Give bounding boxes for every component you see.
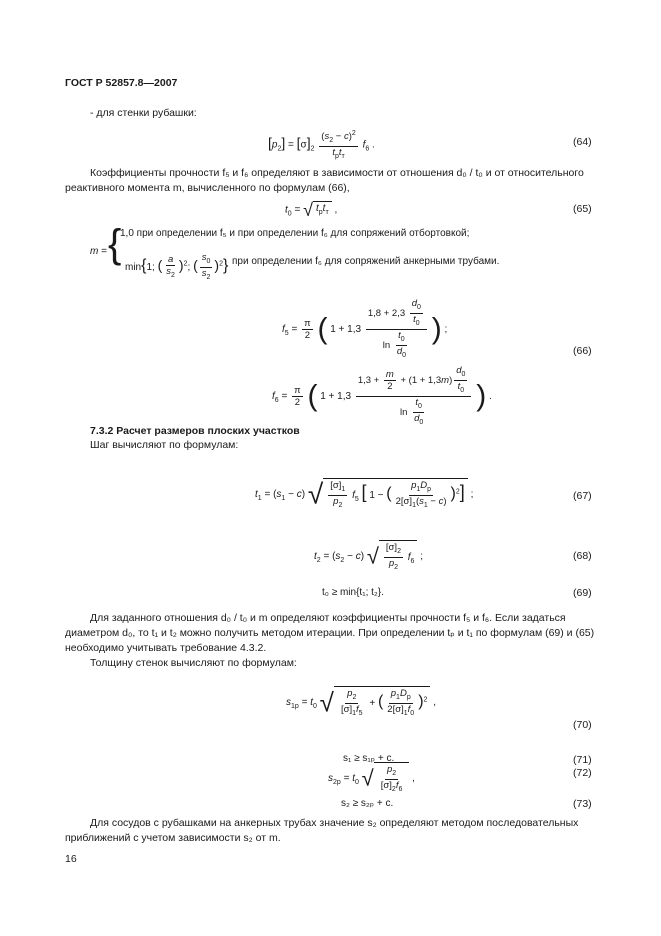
left-brace: { <box>108 222 122 266</box>
formula-69: t₀ ≥ min{t₁; t₂}. <box>322 587 384 598</box>
equation-number-67: (67) <box>573 490 592 502</box>
iter-paragraph-line2: диаметром d₀, то t₁ и t₂ можно получить методом итерации. При определении tₚ и t₁ по формулам (69) и (65) <box>65 627 595 639</box>
jacket-wall-label: - для стенки рубашки: <box>90 107 197 119</box>
equation-number-68: (68) <box>573 550 592 562</box>
final-paragraph-line1: Для сосудов с рубашками на анкерных трубах значение s₂ определяют методом последовательных <box>90 817 579 829</box>
equation-number-66: (66) <box>573 345 592 357</box>
equation-number-70: (70) <box>573 719 592 731</box>
formula-65: $t_0$ = √ $t_рt_т$ , <box>285 200 338 220</box>
iter-paragraph-line3: необходимо учитывать требование 4.3.2. <box>65 642 267 654</box>
m-case-2-formula: min{1; ( $\frac{a}{s_2}$ )$^2$; ( $\frac{s_0}{s_2}$ )$^2$} <box>125 252 229 281</box>
equation-number-69: (69) <box>573 587 592 599</box>
page-number: 16 <box>65 853 77 865</box>
formula-64: $[p_2] = [\sigma]_2$ $\frac{(s_2 - c)^2}{t_рt_т}$ $f_6$ . <box>268 130 375 160</box>
document-header: ГОСТ Р 52857.8—2007 <box>65 77 178 89</box>
final-paragraph-line2: приближений с учетом зависимости s₂ от m. <box>65 832 281 844</box>
formula-66-f5: $f_5$ = $\frac{\pi}{2}$ ( 1 + 1,3 1,8 + 2,3 $\frac{d_0}{t_0}$ ln $\frac{t_0}{d_0}$ ) ; <box>282 298 448 359</box>
coef-paragraph-line1: Коэффициенты прочности f₅ и f₆ определяют в зависимости от отношения d₀ / t₀ и от относительного <box>90 167 584 179</box>
equation-number-65: (65) <box>573 203 592 215</box>
formula-70: $s_{1р} = t_0$ √ $\frac{p_2}{[\sigma]_1f_5}$ + ( $\frac{p_1D_р}{2[\sigma]_1f_0}$ )$^2$ , <box>286 687 436 718</box>
formula-67: $t_1 = (s_1 - c)$ √ $\frac{[\sigma]_1}{p_2}$ $f_5$ [ 1 − ( $\frac{p_1D_р}{2[\sigma]_1(s_1 - c)}$ )$^2$] ; <box>255 478 474 510</box>
formula-68: $t_2 = (s_2 - c)$ √ $\frac{[\sigma]_2}{p_2}$ $f_6$ ; <box>314 542 424 571</box>
equation-number-71: (71) <box>573 754 592 766</box>
iter-paragraph-line1: Для заданного отношения d₀ / t₀ и m определяют коэффициенты прочности f₅ и f₆. Если задаться <box>90 612 566 624</box>
formula-72: $s_{2р} = t_0$ √ $\frac{p_2}{[\sigma]_2f_6}$ , <box>328 764 415 793</box>
m-case-1: 1,0 при определении f₅ и при определении f₆ для сопряжений отбортовкой; <box>120 228 470 239</box>
equation-number-73: (73) <box>573 798 592 810</box>
thickness-text: Толщину стенок вычисляют по формулам: <box>90 657 297 669</box>
formula-66-f6: $f_6$ = $\frac{\pi}{2}$ ( 1 + 1,3 1,3 + $\frac{m}{2}$ + (1 + 1,3m) $\frac{d_0}{t_0}$ ln $\frac{t_0}{d_0}$ ) . <box>272 365 492 426</box>
formula-71: s₁ ≥ s₁ₚ + c. <box>343 753 395 764</box>
coef-paragraph-line2: реактивного момента m, вычисленного по формулам (66), <box>65 182 350 194</box>
step-text: Шаг вычисляют по формулам: <box>90 439 239 451</box>
section-heading: 7.3.2 Расчет размеров плоских участков <box>90 425 300 437</box>
equation-number-64: (64) <box>573 136 592 148</box>
m-case-2-text: при определении f₆ для сопряжений анкерными трубами. <box>232 256 500 267</box>
equation-number-72: (72) <box>573 767 592 779</box>
m-symbol: m = <box>90 246 107 257</box>
formula-73: s₂ ≥ s₂ₚ + c. <box>341 798 394 809</box>
